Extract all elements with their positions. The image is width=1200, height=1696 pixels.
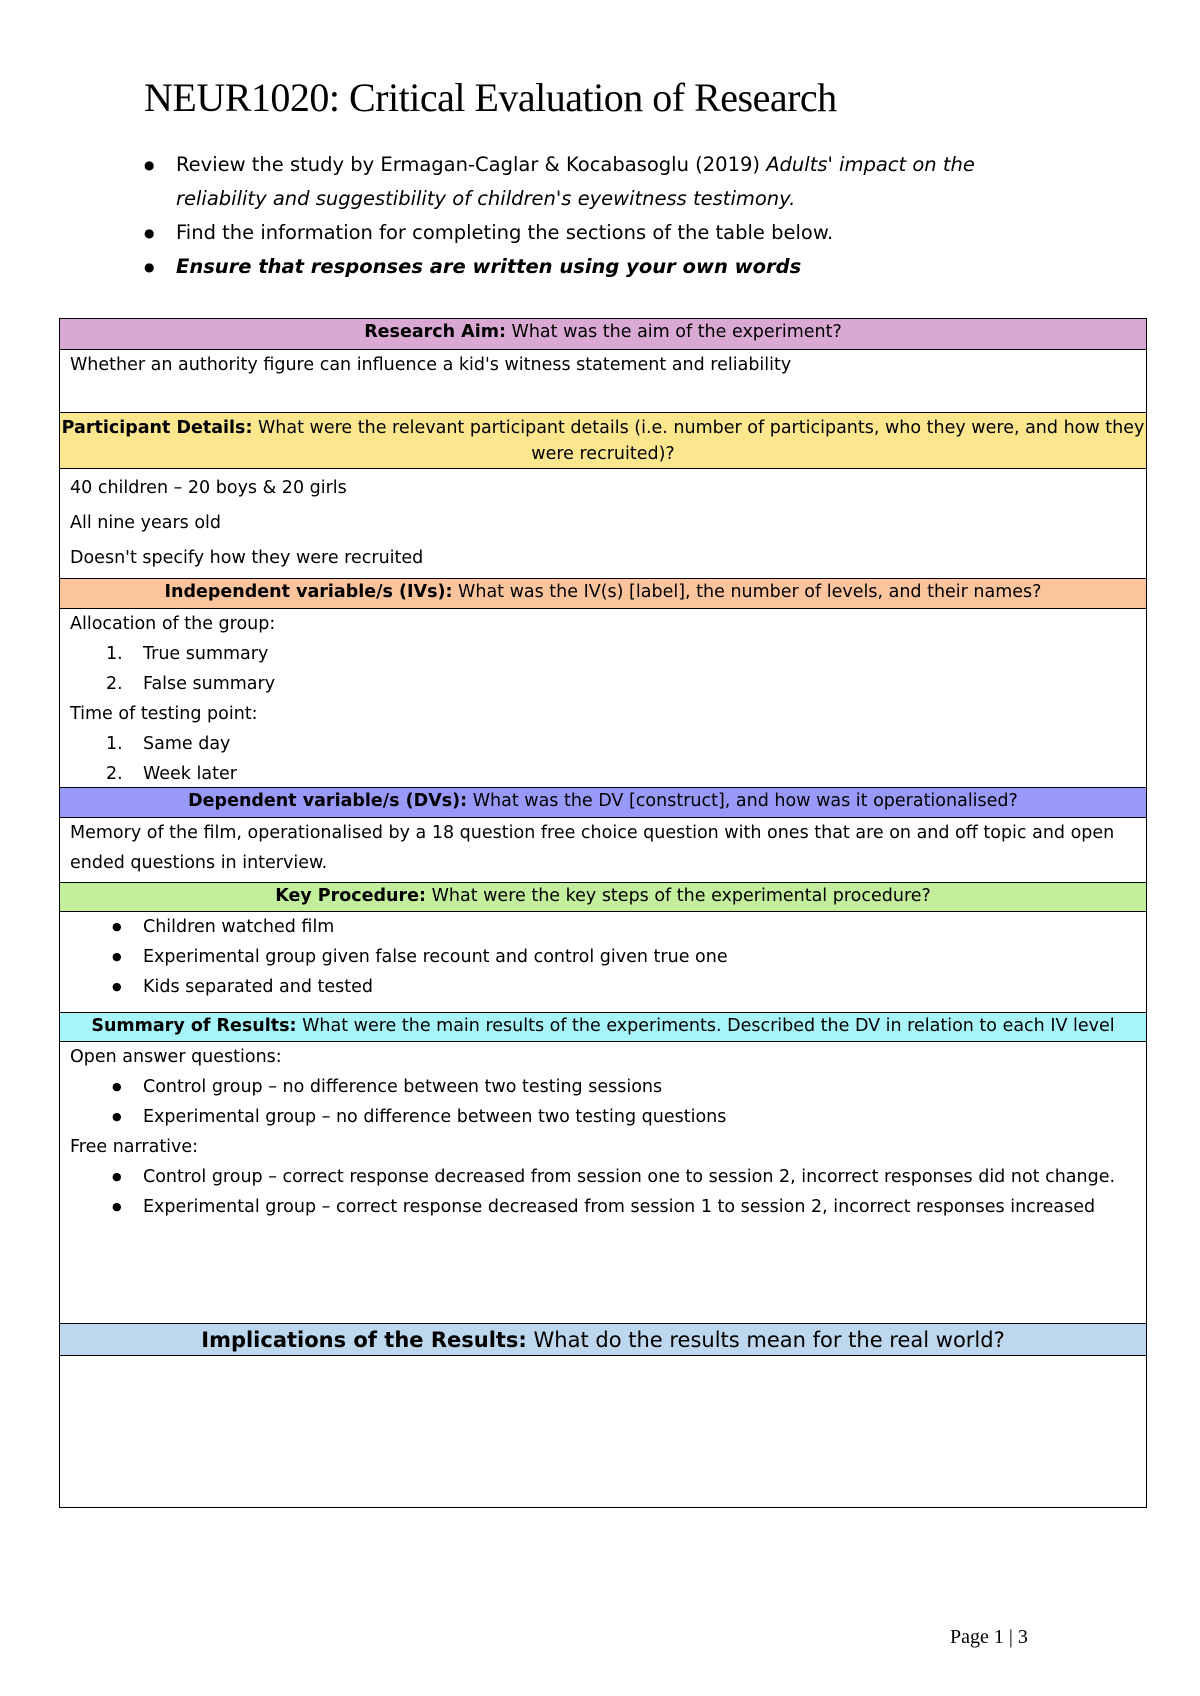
instruction-item [144,216,1024,250]
results-header [60,1013,1146,1042]
evaluation-table [59,318,1147,1508]
list-item [70,972,1136,1002]
implications-label: Implications of the Results: [201,1328,527,1352]
participants-header [60,413,1146,469]
list-item [70,942,1136,972]
list-item-text: Same day [143,734,231,754]
page-number: Page 1 | 3 [950,1626,1028,1648]
dv-label: Dependent variable/s (DVs): [188,791,468,811]
aim-question: What was the aim of the experiment? [505,322,842,342]
iv-label: Independent variable/s (IVs): [164,582,453,602]
list-item-text: Kids separated and tested [143,977,374,997]
list-item-text: Experimental group – no difference between two testing questions [143,1107,727,1127]
instruction-text: Review the study by Ermagan-Caglar & Kocabasoglu (2019) [176,153,767,176]
results-free-title: Free narrative: [70,1137,199,1157]
participants-line: All nine years old [70,513,222,533]
participants-label: Participant Details: [61,418,253,438]
dv-answer-cell[interactable] [60,818,1146,883]
bullet-icon: ● [112,920,122,933]
study-title: Adults' impact on the reliability and suggestibility of children's eyewitness testimony. [176,153,975,210]
aim-answer-cell[interactable] [60,350,1146,413]
implications-answer-cell[interactable] [60,1356,1146,1508]
list-item-text: True summary [143,644,269,664]
list-number: 2. [106,764,123,784]
results-open-title: Open answer questions: [70,1047,282,1067]
procedure-header [60,883,1146,912]
list-number: 1. [106,644,123,664]
iv-answer-cell[interactable] [60,609,1146,788]
instruction-emphasis: Ensure that responses are written using your own words [176,255,802,278]
bullet-icon: ● [112,950,122,963]
bullet-icon: ● [112,1200,122,1213]
dv-question: What was the DV [construct], and how was it operationalised? [467,791,1018,811]
list-item [70,1102,1136,1132]
bullet-icon: ● [112,1080,122,1093]
aim-header [60,319,1146,350]
aim-label: Research Aim: [364,322,506,342]
instruction-text: Find the information for completing the sections of the table below. [176,221,834,244]
bullet-icon: ● [112,980,122,993]
iv-group1-title: Allocation of the group: [70,614,276,634]
instruction-item [144,148,1024,216]
list-item-text: Control group – correct response decreased from session one to session 2, incorrect responses did not change. [143,1167,1116,1187]
participants-line: 40 children – 20 boys & 20 girls [70,478,347,498]
iv-group2-title: Time of testing point: [70,704,258,724]
list-item [70,1162,1136,1192]
list-item [70,639,1136,669]
list-number: 1. [106,734,123,754]
list-item-text: Control group – no difference between two testing sessions [143,1077,663,1097]
instructions-list [144,148,1024,284]
bullet-icon: ● [112,1110,122,1123]
participants-answer-cell[interactable] [60,469,1146,579]
list-item [70,759,1136,789]
list-item-text: Week later [143,764,237,784]
list-item-text: Children watched film [143,917,335,937]
list-item-text: Experimental group – correct response decreased from session 1 to session 2, incorrect responses increased [143,1197,1096,1217]
list-item [70,729,1136,759]
procedure-question: What were the key steps of the experimental procedure? [426,886,931,906]
participants-line: Doesn't specify how they were recruited [70,548,424,568]
instruction-item [144,250,1024,284]
bullet-icon: ● [112,1170,122,1183]
list-item-text: Experimental group given false recount and control given true one [143,947,728,967]
results-label: Summary of Results: [91,1016,297,1036]
dv-header [60,788,1146,818]
aim-answer: Whether an authority figure can influence a kid's witness statement and reliability [70,355,792,375]
results-answer-cell[interactable] [60,1042,1146,1324]
list-item-text: False summary [143,674,276,694]
list-number: 2. [106,674,123,694]
list-item [70,1192,1136,1222]
list-item [70,912,1136,942]
implications-header [60,1324,1146,1356]
list-item [70,669,1136,699]
participants-question: What were the relevant participant details (i.e. number of participants, who they were, and how they were recruited)? [252,418,1145,464]
page-title: NEUR1020: Critical Evaluation of Research [144,75,837,120]
procedure-label: Key Procedure: [275,886,427,906]
dv-answer: Memory of the film, operationalised by a 18 question free choice question with ones that are on and off topic and open ended questions in interview. [70,823,1115,873]
iv-question: What was the IV(s) [label], the number of levels, and their names? [452,582,1042,602]
implications-question: What do the results mean for the real world? [526,1328,1005,1352]
procedure-answer-cell[interactable] [60,912,1146,1013]
list-item [70,1072,1136,1102]
iv-header [60,579,1146,609]
results-question: What were the main results of the experiments. Described the DV in relation to each IV level [296,1016,1115,1036]
